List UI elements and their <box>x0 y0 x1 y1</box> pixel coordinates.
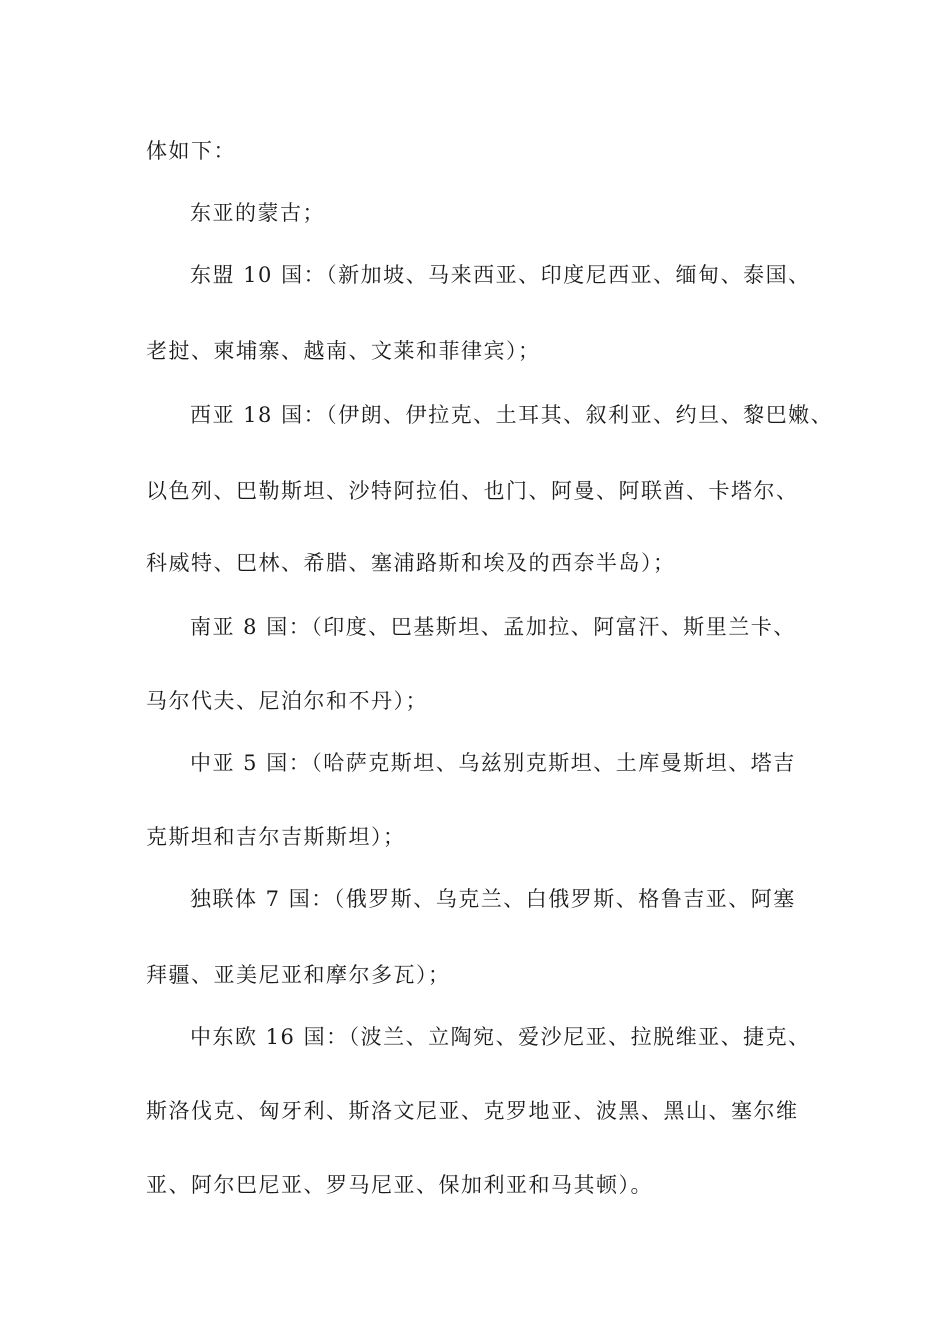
text-line-cis-1: 独联体 7 国：（俄罗斯、乌克兰、白俄罗斯、格鲁吉亚、阿塞 <box>190 887 796 911</box>
text-line-west-asia-3: 科威特、巴林、希腊、塞浦路斯和埃及的西奈半岛）； <box>146 551 676 575</box>
text-line-west-asia-1: 西亚 18 国：（伊朗、伊拉克、土耳其、叙利亚、约旦、黎巴嫩、 <box>190 403 834 427</box>
text-line-cee-3: 亚、阿尔巴尼亚、罗马尼亚、保加利亚和马其顿）。 <box>146 1173 653 1197</box>
text-line-east-asia: 东亚的蒙古； <box>190 201 325 225</box>
text-line-cee-1: 中东欧 16 国：（波兰、立陶宛、爱沙尼亚、拉脱维亚、捷克、 <box>190 1025 811 1049</box>
text-line-intro: 体如下： <box>146 139 236 163</box>
text-line-south-asia-2: 马尔代夫、尼泊尔和不丹）； <box>146 689 428 713</box>
text-line-south-asia-1: 南亚 8 国：（印度、巴基斯坦、孟加拉、阿富汗、斯里兰卡、 <box>190 615 796 639</box>
text-line-central-asia-1: 中亚 5 国：（哈萨克斯坦、乌兹别克斯坦、土库曼斯坦、塔吉 <box>190 751 796 775</box>
text-line-west-asia-2: 以色列、巴勒斯坦、沙特阿拉伯、也门、阿曼、阿联酋、卡塔尔、 <box>146 479 799 503</box>
text-line-cee-2: 斯洛伐克、匈牙利、斯洛文尼亚、克罗地亚、波黑、黑山、塞尔维 <box>146 1099 799 1123</box>
text-line-asean-2: 老挝、柬埔寨、越南、文莱和菲律宾）； <box>146 339 541 363</box>
text-line-asean-1: 东盟 10 国：（新加坡、马来西亚、印度尼西亚、缅甸、泰国、 <box>190 263 811 287</box>
text-line-central-asia-2: 克斯坦和吉尔吉斯斯坦）； <box>146 825 406 849</box>
text-line-cis-2: 拜疆、亚美尼亚和摩尔多瓦）； <box>146 963 451 987</box>
